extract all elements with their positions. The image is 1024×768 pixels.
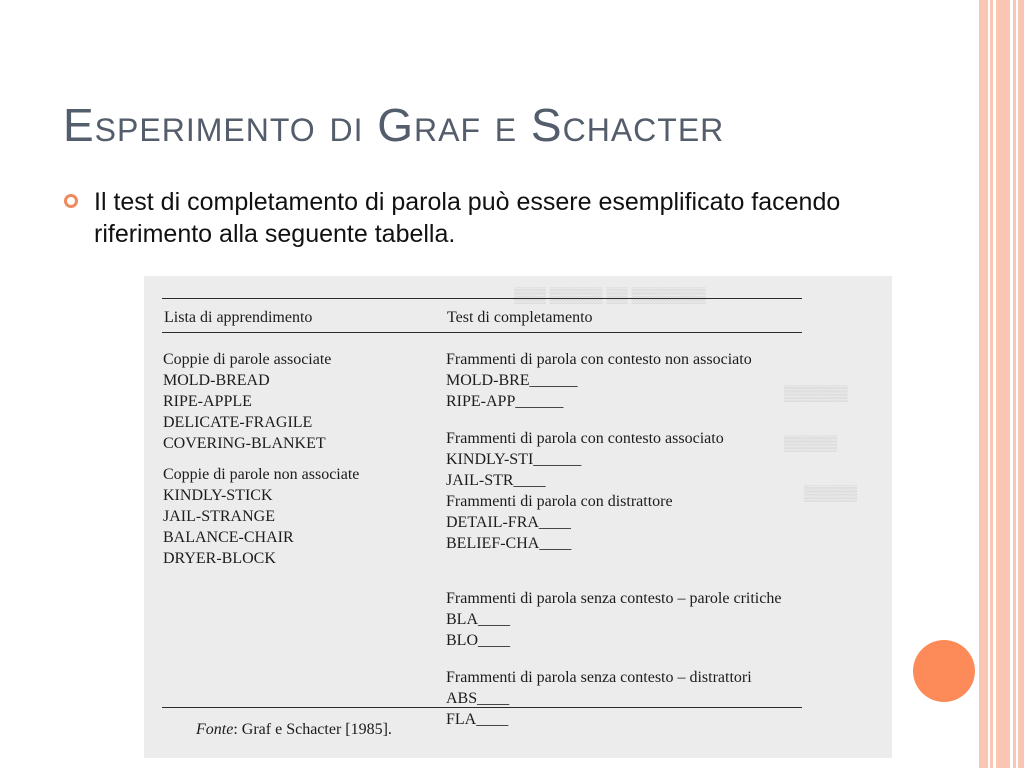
decor-stripe — [996, 0, 1010, 768]
table-cell: Frammenti di parola senza contesto – parole critiche — [446, 590, 782, 607]
table-image — [144, 276, 892, 758]
bleed-through-text: ▒▒▒▒▒▒ — [784, 386, 848, 402]
table-header-right: Test di completamento — [447, 309, 593, 326]
bullet-text: Il test di completamento di parola può essere esemplificato facendo riferimento alla seguente tabella. — [94, 188, 841, 248]
table-cell: Frammenti di parola con contesto associato — [446, 430, 724, 447]
bullet-ring-icon — [64, 194, 78, 208]
table-cell: Frammenti di parola con distrattore — [446, 493, 673, 510]
table-cell: Coppie di parole non associate — [163, 466, 360, 483]
table-cell: DETAIL-FRA____ — [446, 514, 571, 531]
decor-stripe — [990, 0, 993, 768]
spacer — [446, 412, 781, 428]
table-header-left: Lista di apprendimento — [164, 309, 313, 326]
table-cell: BALANCE-CHAIR — [163, 529, 294, 546]
table-cell: FLA____ — [446, 711, 509, 728]
table-cell: JAIL-STR____ — [446, 472, 546, 489]
source-label: Fonte — [196, 721, 234, 738]
table-source — [196, 721, 392, 739]
spacer — [163, 454, 359, 464]
table-cell: DRYER-BLOCK — [163, 550, 276, 567]
bleed-through-text: ▒▒▒▒▒ — [804, 486, 858, 502]
spacer — [446, 651, 781, 667]
table-cell: MOLD-BREAD — [163, 372, 270, 389]
table-bottom-rule — [162, 707, 802, 708]
bullet-item — [64, 186, 924, 250]
table-cell: Frammenti di parola con contesto non associato — [446, 351, 752, 368]
table-cell: ABS____ — [446, 690, 510, 707]
table-header-rule — [162, 332, 802, 333]
table-cell: MOLD-BRE______ — [446, 372, 578, 389]
table-right-column — [446, 349, 781, 730]
bleed-through-text: ▒▒▒ ▒▒▒▒▒ ▒▒ ▒▒▒▒▒▒▒ — [514, 288, 706, 304]
table-cell: BELIEF-CHA____ — [446, 535, 572, 552]
table-cell: Frammenti di parola senza contesto – distrattori — [446, 669, 752, 686]
table-cell: DELICATE-FRAGILE — [163, 414, 313, 431]
table-cell: BLA____ — [446, 611, 510, 628]
table-cell: KINDLY-STICK — [163, 487, 273, 504]
table-left-column — [163, 349, 359, 569]
decor-orange-circle — [913, 640, 975, 702]
table-cell: JAIL-STRANGE — [163, 508, 275, 525]
table-cell: KINDLY-STI______ — [446, 451, 582, 468]
decor-stripe — [1013, 0, 1016, 768]
table-cell: RIPE-APP______ — [446, 393, 564, 410]
spacer — [446, 554, 781, 588]
table-cell: Coppie di parole associate — [163, 351, 332, 368]
source-text: : Graf e Schacter [1985]. — [233, 721, 392, 738]
table-cell: BLO____ — [446, 632, 510, 649]
table-cell: RIPE-APPLE — [163, 393, 252, 410]
bleed-through-text: ▒▒▒▒▒ — [784, 436, 838, 452]
decor-stripe — [1018, 0, 1024, 768]
decor-stripe — [979, 0, 988, 768]
table-cell: COVERING-BLANKET — [163, 435, 326, 452]
slide-title: Esperimento di Graf e Schacter — [63, 99, 725, 151]
table-top-rule — [162, 298, 802, 299]
